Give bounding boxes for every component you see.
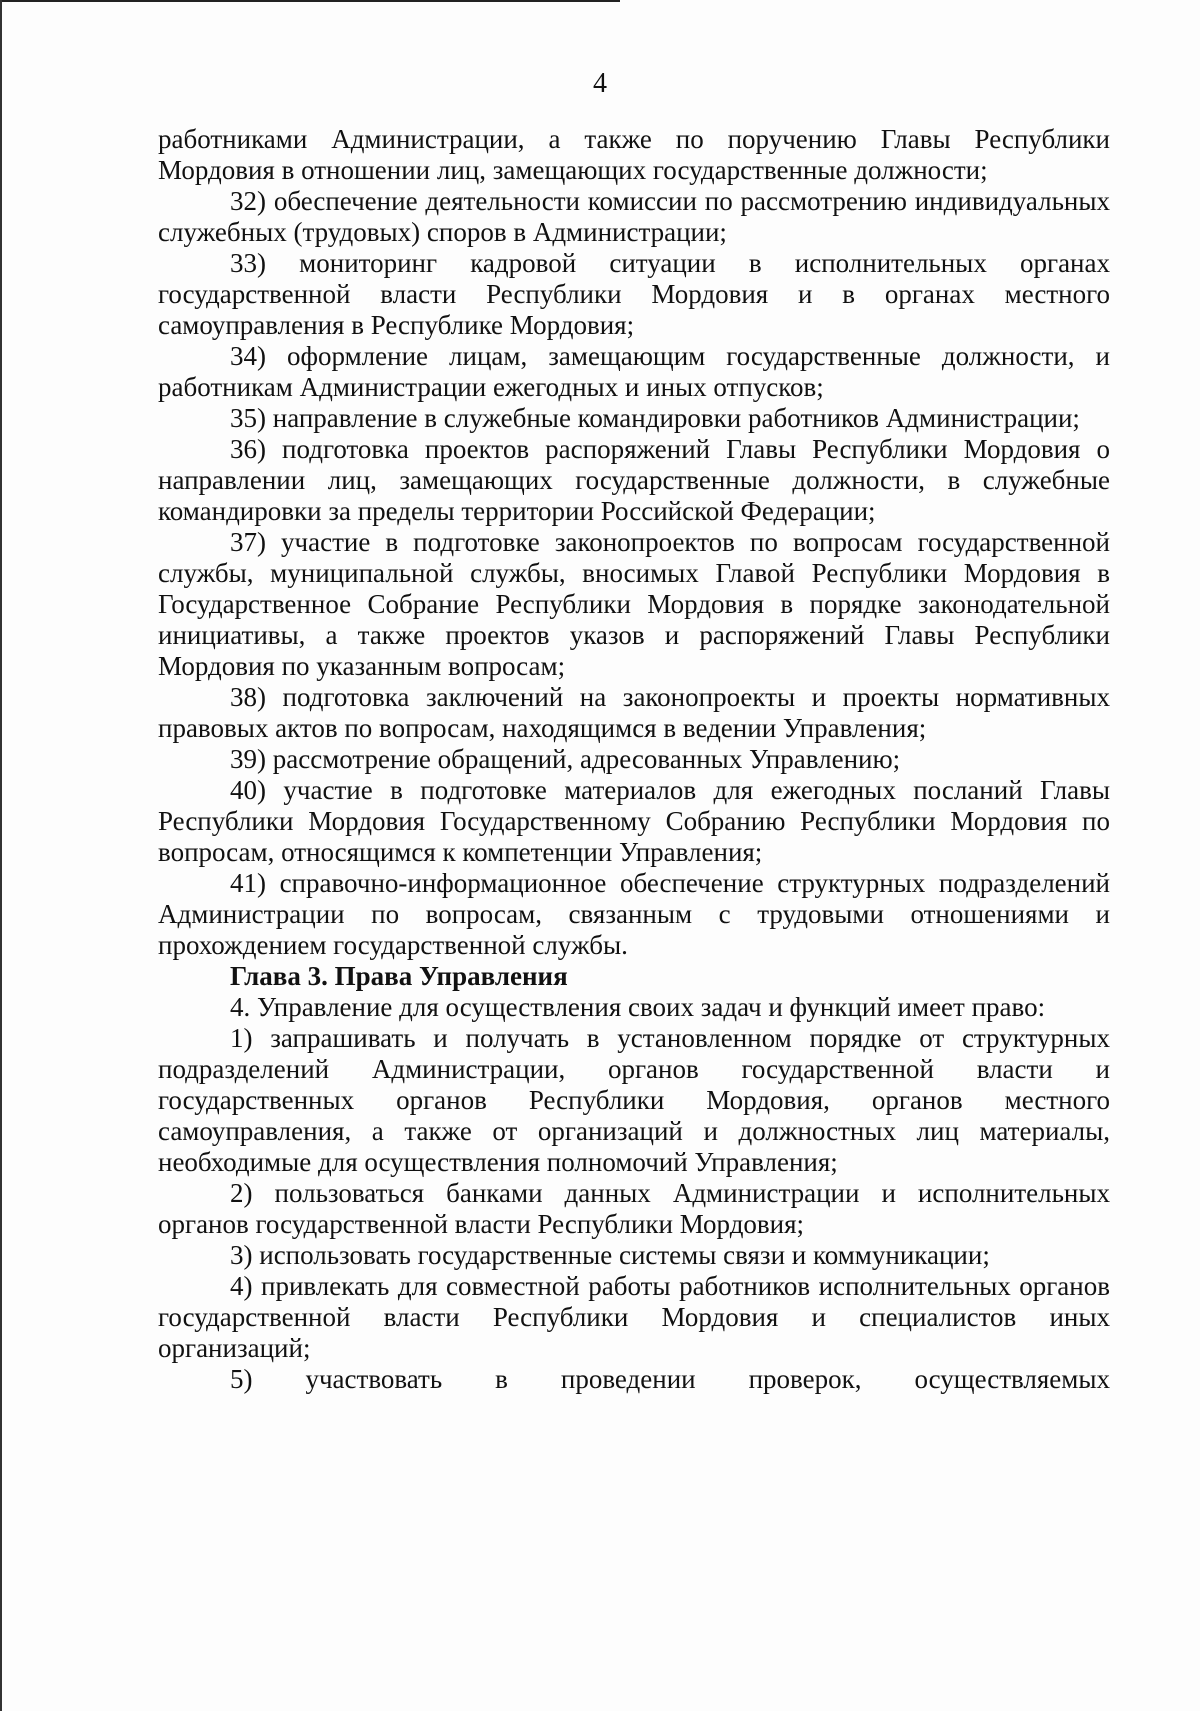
paragraph-41: 41) справочно-информационное обеспечение структурных подразделений Администрации по вопросам, связанным с трудовыми отношениями и прохождением государственной службы. [158, 868, 1110, 960]
paragraph-33: 33) мониторинг кадровой ситуации в исполнительных органах государственной власти Республики Мордовия и в органах местного самоуправления в Республике Мордовия; [158, 248, 1110, 340]
paragraph-35: 35) направление в служебные командировки работников Администрации; [230, 403, 1080, 433]
paragraph-right-3: 3) использовать государственные системы связи и коммуникации; [230, 1240, 990, 1270]
paragraph-37: 37) участие в подготовке законопроектов по вопросам государственной службы, муниципальной службы, вносимых Главой Республики Мордовия в Государственное Собрание Республики Мордовия в порядке законодательной инициативы, а также проектов указов и распоряжений Главы Республики Мордовия по указанным вопросам; [158, 527, 1110, 681]
scan-edge-top [0, 0, 620, 2]
paragraph-34: 34) оформление лицам, замещающим государственные должности, и работникам Администрации ежегодных и иных отпусков; [158, 341, 1110, 402]
page-number: 4 [593, 68, 607, 99]
document-body [158, 124, 1110, 1395]
paragraph-right-1: 1) запрашивать и получать в установленном порядке от структурных подразделений Администрации, органов государственной власти и государственных органов Республики Мордовия, органов местного самоуправления, а также от организаций и должностных лиц материалы, необходимые для осуществления полномочий Управления; [158, 1023, 1110, 1177]
scan-edge-left [0, 0, 2, 1711]
paragraph-40: 40) участие в подготовке материалов для ежегодных посланий Главы Республики Мордовия Государственному Собранию Республики Мордовия по вопросам, относящимся к компетенции Управления; [158, 775, 1110, 867]
paragraph-36: 36) подготовка проектов распоряжений Главы Республики Мордовия о направлении лиц, замещающих государственные должности, в служебные командировки за пределы территории Российской Федерации; [158, 434, 1110, 526]
paragraph-4: 4. Управление для осуществления своих задач и функций имеет право: [230, 992, 1046, 1022]
paragraph-right-4: 4) привлекать для совместной работы работников исполнительных органов государственной власти Республики Мордовия и специалистов иных организаций; [158, 1271, 1110, 1363]
chapter-title: Глава 3. Права Управления [230, 961, 568, 991]
paragraph-38: 38) подготовка заключений на законопроекты и проекты нормативных правовых актов по вопросам, находящимся в ведении Управления; [158, 682, 1110, 743]
paragraph-39: 39) рассмотрение обращений, адресованных Управлению; [230, 744, 901, 774]
paragraph-32: 32) обеспечение деятельности комиссии по рассмотрению индивидуальных служебных (трудовых) споров в Администрации; [158, 186, 1110, 247]
paragraph-continuation: работниками Администрации, а также по поручению Главы Республики Мордовия в отношении лиц, замещающих государственные должности; [158, 124, 1110, 185]
paragraph-right-2: 2) пользоваться банками данных Администрации и исполнительных органов государственной власти Республики Мордовия; [158, 1178, 1110, 1239]
paragraph-right-5: 5) участвовать в проведении проверок, осуществляемых [230, 1364, 1110, 1394]
